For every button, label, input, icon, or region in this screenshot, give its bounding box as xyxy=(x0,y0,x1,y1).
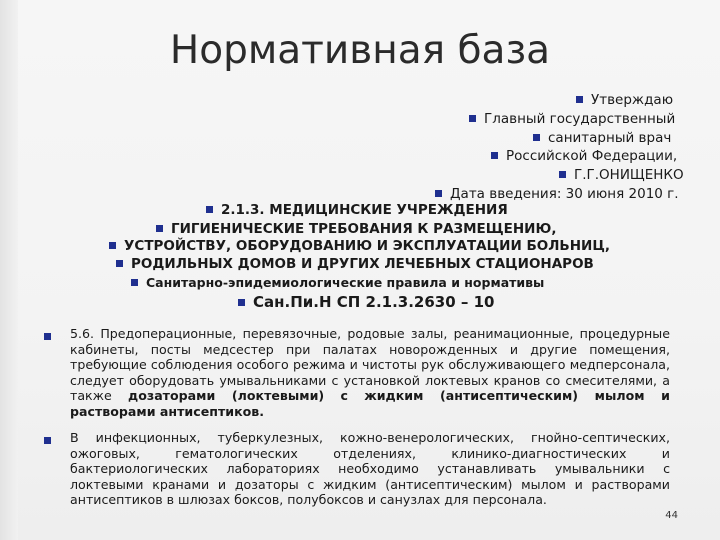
heading-line: Санитарно-эпидемиологические правила и нормативы xyxy=(131,275,544,290)
heading-line: ГИГИЕНИЧЕСКИЕ ТРЕБОВАНИЯ К РАЗМЕЩЕНИЮ, xyxy=(156,221,556,237)
square-bullet-icon xyxy=(44,333,51,340)
document-code: Сан.Пи.Н СП 2.1.3.2630 – 10 xyxy=(238,293,495,311)
square-bullet-icon xyxy=(469,115,476,122)
square-bullet-icon xyxy=(533,134,540,141)
approval-line: Дата введения: 30 июня 2010 г. xyxy=(435,186,679,202)
approval-line: Главный государственный xyxy=(469,111,675,127)
square-bullet-icon xyxy=(576,96,583,103)
heading-line: РОДИЛЬНЫХ ДОМОВ И ДРУГИХ ЛЕЧЕБНЫХ СТАЦИОНАРОВ xyxy=(116,256,594,272)
approval-line: Российской Федерации, xyxy=(491,148,677,164)
heading-line: 2.1.3. МЕДИЦИНСКИЕ УЧРЕЖДЕНИЯ xyxy=(206,202,508,218)
slide-title: Нормативная база xyxy=(169,28,551,73)
square-bullet-icon xyxy=(206,206,213,213)
square-bullet-icon xyxy=(156,225,163,232)
approval-line: санитарный врач xyxy=(533,130,671,146)
approval-line: Утверждаю xyxy=(576,92,673,108)
paragraph-infectious: В инфекционных, туберкулезных, кожно-венерологических, гнойно-септических, ожоговых, гематологических отделениях, клинико-диагностических и бактериологических лабораториях необходимо устанавливать умывальники с локтевыми кранами и дозаторы с жидким (антисептическим) мылом и растворами антисептиков в шлюзах боксов, полубоксов и санузлах для персонала. xyxy=(70,430,670,507)
paragraph-5-6: 5.6. Предоперационные, перевязочные, родовые залы, реанимационные, процедурные кабинеты, посты медсестер при палатах новорожденных и другие помещения, требующие соблюдения особого режима и чистоты рук обслуживающего медперсонала, следует оборудовать умывальниками с установкой локтевых кранов со смесителями, а также дозаторами (локтевыми) с жидким (антисептическим) мылом и растворами антисептиков. xyxy=(70,326,671,419)
heading-line: УСТРОЙСТВУ, ОБОРУДОВАНИЮ И ЭКСПЛУАТАЦИИ БОЛЬНИЦ, xyxy=(109,238,610,254)
page-number: 44 xyxy=(665,510,678,521)
square-bullet-icon xyxy=(44,437,51,444)
square-bullet-icon xyxy=(491,152,498,159)
square-bullet-icon xyxy=(435,190,442,197)
square-bullet-icon xyxy=(238,299,245,306)
square-bullet-icon xyxy=(131,279,138,286)
square-bullet-icon xyxy=(559,171,566,178)
square-bullet-icon xyxy=(109,242,116,249)
left-decorative-band xyxy=(0,0,18,540)
square-bullet-icon xyxy=(116,260,123,267)
approval-line: Г.Г.ОНИЩЕНКО xyxy=(559,167,684,183)
